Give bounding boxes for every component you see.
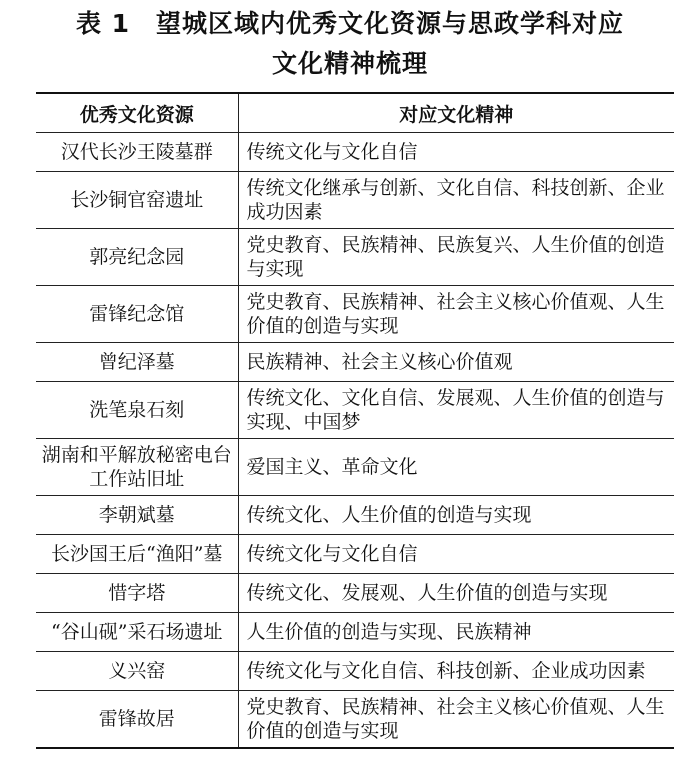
resource-cell: “谷山砚”采石场遗址 xyxy=(36,613,238,652)
spirit-cell: 传统文化、人生价值的创造与实现 xyxy=(238,496,674,535)
table-row xyxy=(36,439,674,496)
header-resource: 优秀文化资源 xyxy=(36,93,238,133)
resource-cell: 李朝斌墓 xyxy=(36,496,238,535)
spirit-cell: 传统文化与文化自信 xyxy=(238,133,674,172)
resource-cell: 义兴窑 xyxy=(36,652,238,691)
table-row xyxy=(36,229,674,286)
table-row xyxy=(36,535,674,574)
resource-cell: 湖南和平解放秘密电台工作站旧址 xyxy=(36,439,238,496)
resource-cell: 郭亮纪念园 xyxy=(36,229,238,286)
spirit-cell: 传统文化继承与创新、文化自信、科技创新、企业成功因素 xyxy=(238,172,674,229)
table-row xyxy=(36,382,674,439)
spirit-cell: 党史教育、民族精神、民族复兴、人生价值的创造与实现 xyxy=(238,229,674,286)
resource-cell: 长沙国王后“渔阳”墓 xyxy=(36,535,238,574)
resource-cell: 雷锋纪念馆 xyxy=(36,286,238,343)
table-title-line-2: 文化精神梳理 xyxy=(271,49,428,78)
resource-cell: 惜字塔 xyxy=(36,574,238,613)
resource-cell: 长沙铜官窑遗址 xyxy=(36,172,238,229)
table-title-line-1: 表 1 望城区域内优秀文化资源与思政学科对应 xyxy=(75,9,625,38)
table-row xyxy=(36,613,674,652)
spirit-cell: 党史教育、民族精神、社会主义核心价值观、人生价值的创造与实现 xyxy=(238,286,674,343)
table-row xyxy=(36,343,674,382)
resource-cell: 洗笔泉石刻 xyxy=(36,382,238,439)
culture-resource-table xyxy=(36,92,674,749)
spirit-cell: 传统文化与文化自信、科技创新、企业成功因素 xyxy=(238,652,674,691)
spirit-cell: 党史教育、民族精神、社会主义核心价值观、人生价值的创造与实现 xyxy=(238,691,674,749)
resource-cell: 曾纪泽墓 xyxy=(36,343,238,382)
spirit-cell: 民族精神、社会主义核心价值观 xyxy=(238,343,674,382)
table-header-row xyxy=(36,93,674,133)
table-row xyxy=(36,496,674,535)
table-row xyxy=(36,652,674,691)
table-row xyxy=(36,133,674,172)
table-row xyxy=(36,691,674,749)
spirit-cell: 传统文化、发展观、人生价值的创造与实现 xyxy=(238,574,674,613)
resource-cell: 雷锋故居 xyxy=(36,691,238,749)
table-row xyxy=(36,574,674,613)
resource-cell: 汉代长沙王陵墓群 xyxy=(36,133,238,172)
spirit-cell: 爱国主义、革命文化 xyxy=(238,439,674,496)
spirit-cell: 传统文化、文化自信、发展观、人生价值的创造与实现、中国梦 xyxy=(238,382,674,439)
table-row xyxy=(36,172,674,229)
spirit-cell: 人生价值的创造与实现、民族精神 xyxy=(238,613,674,652)
table-row xyxy=(36,286,674,343)
spirit-cell: 传统文化与文化自信 xyxy=(238,535,674,574)
header-spirit: 对应文化精神 xyxy=(238,93,674,133)
